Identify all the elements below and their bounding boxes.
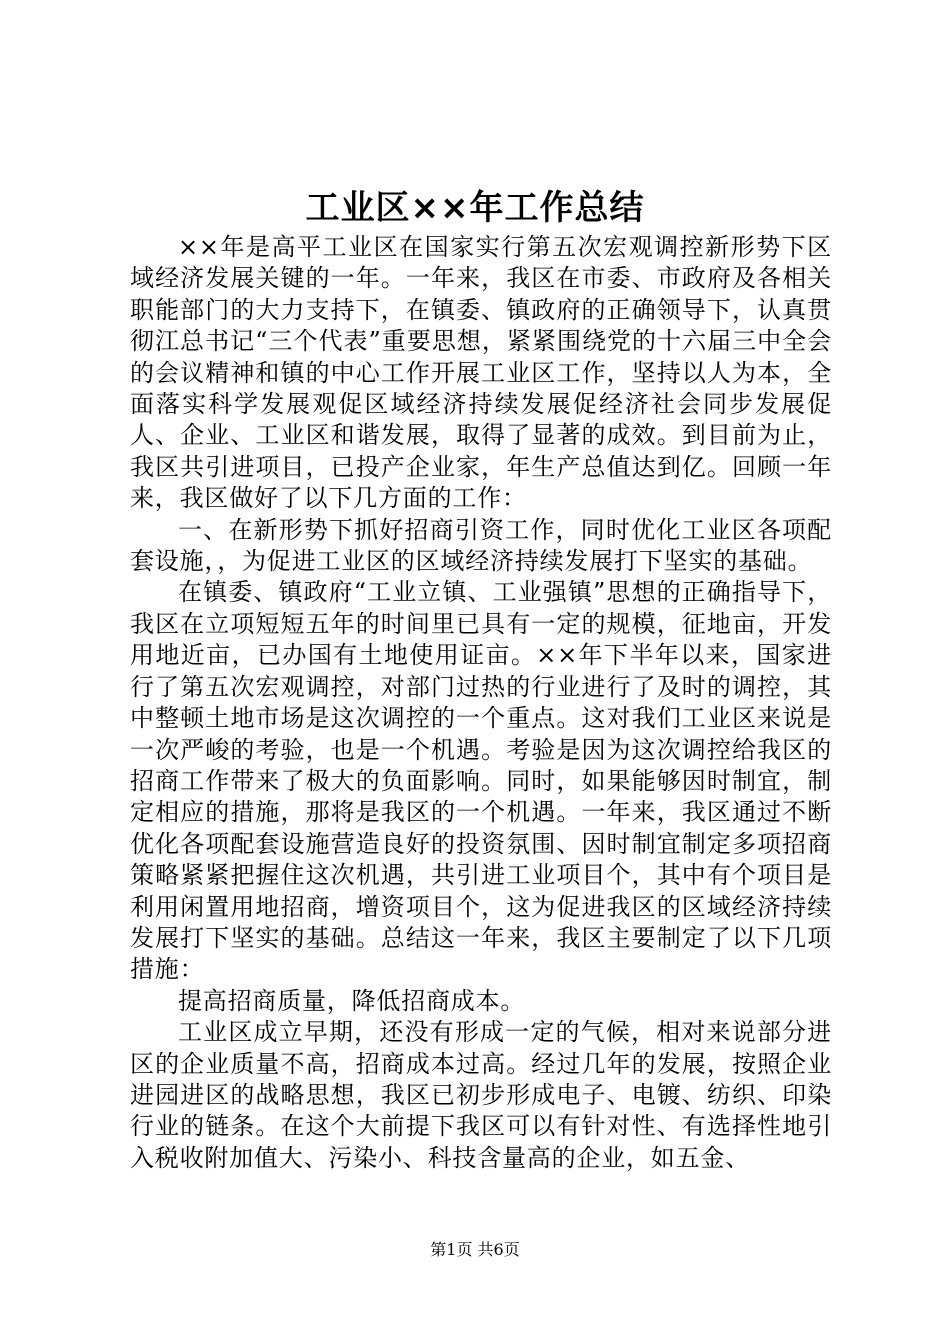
paragraph-investment-work: 在镇委、镇政府“工业立镇、工业强镇”思想的正确指导下，我区在立项短短五年的时间里已具有一定的规模，征地亩，开发用地近亩，已办国有土地使用证亩。××年下半年以来，国家进行了第五次宏观调控，对部门过热的行业进行了及时的调控，其中整顿土地市场是这次调控的一个重点。这对我们工业区来说是一次严峻的考验，也是一个机遇。考验是因为这次调控给我区的招商工作带来了极大的负面影响。同时，如果能够因时制宜，制定相应的措施，那将是我区的一个机遇。一年来，我区通过不断优化各项配套设施营造良好的投资氛围、因时制宜制定多项招商策略紧紧把握住这次机遇，共引进工业项目个，其中有个项目是利用闲置用地招商，增资项目个，这为促进我区的区域经济持续发展打下坚实的基础。总结这一年来，我区主要制定了以下几项措施：: [130, 578, 832, 984]
document-body: [130, 232, 832, 1174]
document-title: 工业区××年工作总结: [305, 188, 645, 228]
page-number-footer: 第1页 共6页: [430, 1240, 520, 1259]
paragraph-measure-heading: 提高招商质量，降低招商成本。: [178, 986, 526, 1015]
paragraph-intro: ××年是高平工业区在国家实行第五次宏观调控新形势下区域经济发展关键的一年。一年来，我区在市委、市政府及各相关职能部门的大力支持下，在镇委、镇政府的正确领导下，认真贯彻江总书记“三个代表”重要思想，紧紧围绕党的十六届三中全会的会议精神和镇的中心工作开展工业区工作，坚持以人为本，全面落实科学发展观促区域经济持续发展促经济社会同步发展促人、企业、工业区和谐发展，取得了显著的成效。到目前为止，我区共引进项目，已投产企业家，年生产总值达到亿。回顾一年来，我区做好了以下几方面的工作：: [130, 233, 832, 513]
paragraph-early-stage: 工业区成立早期，还没有形成一定的气候，相对来说部分进区的企业质量不高，招商成本过高。经过几年的发展，按照企业进园进区的战略思想，我区已初步形成电子、电镀、纺织、印染行业的链条。在这个大前提下我区可以有针对性、有选择性地引入税收附加值大、污染小、科技含量高的企业，如五金、: [130, 1018, 832, 1172]
paragraph-section-one-heading: 一、在新形势下抓好招商引资工作，同时优化工业区各项配套设施，，为促进工业区的区域经济持续发展打下坚实的基础。: [130, 515, 832, 576]
